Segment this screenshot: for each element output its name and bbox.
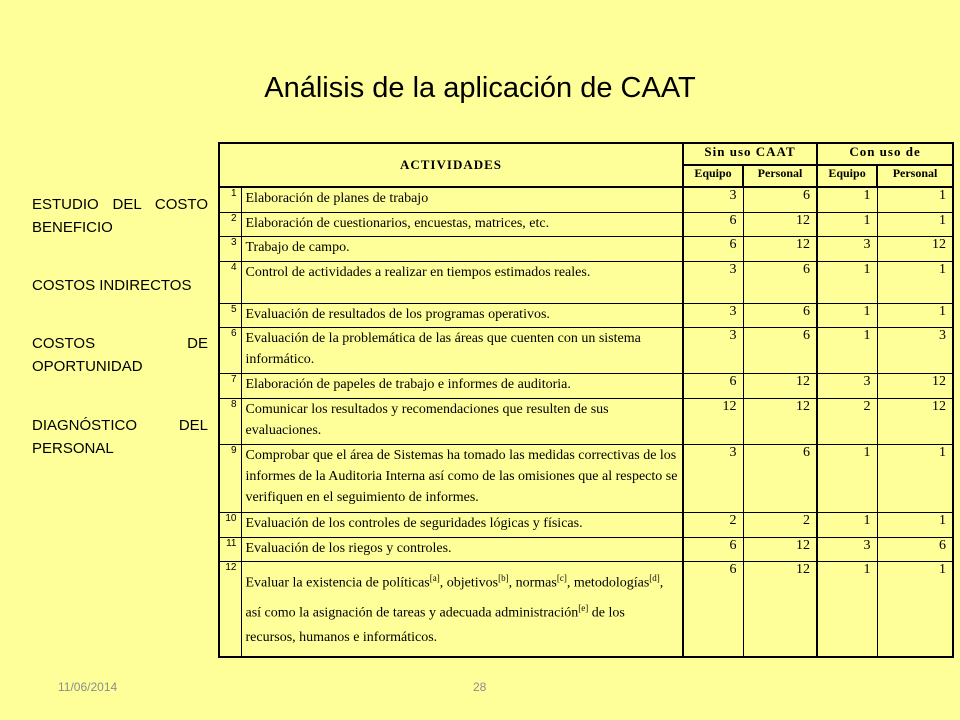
subheader-personal: Personal <box>743 165 817 187</box>
cell-without-personal: 12 <box>743 398 817 444</box>
table-row <box>219 328 953 374</box>
cell-without-personal: 12 <box>743 537 817 562</box>
side-label-line: DIAGNÓSTICO DEL <box>32 417 208 434</box>
cell-without-equipo: 3 <box>683 261 743 303</box>
footnote-ref: [a] <box>429 573 440 584</box>
cell-with-personal: 6 <box>877 537 953 562</box>
cell-without-personal: 6 <box>743 328 817 374</box>
footnote-ref: [d] <box>649 573 660 584</box>
cell-without-equipo: 6 <box>683 237 743 262</box>
cell-without-personal: 6 <box>743 444 817 512</box>
activity-text: de los recursos, humanos e informáticos. <box>245 605 625 645</box>
row-activity: Evaluación de los riegos y controles. <box>241 537 683 562</box>
cell-with-equipo: 1 <box>817 513 877 538</box>
side-label-line: OPORTUNIDAD <box>32 358 143 375</box>
cell-without-equipo: 6 <box>683 212 743 237</box>
side-label-indirect-costs <box>32 274 208 297</box>
row-number: 7 <box>219 374 241 399</box>
activity-text: , así como la asignación de tareas y adecuada administración <box>245 576 664 621</box>
cell-with-personal: 1 <box>877 261 953 303</box>
footnote-ref: [e] <box>578 603 589 614</box>
cell-without-personal: 12 <box>743 562 817 657</box>
cell-with-personal: 12 <box>877 374 953 399</box>
subheader-personal: Personal <box>877 165 953 187</box>
table-row <box>219 212 953 237</box>
cell-without-personal: 6 <box>743 187 817 212</box>
row-activity: Control de actividades a realizar en tiempos estimados reales. <box>241 261 683 303</box>
table-row <box>219 187 953 212</box>
group-header-with-caat: Con uso de <box>817 143 953 165</box>
side-label-personnel-diagnosis <box>32 414 208 460</box>
side-label-cost-benefit <box>32 193 208 239</box>
cell-with-personal: 1 <box>877 303 953 328</box>
side-label-line: BENEFICIO <box>32 219 113 236</box>
cell-without-personal: 6 <box>743 303 817 328</box>
row-number: 11 <box>219 537 241 562</box>
row-activity: Comunicar los resultados y recomendaciones que resulten de sus evaluaciones. <box>241 398 683 444</box>
cell-with-personal: 1 <box>877 444 953 512</box>
cell-with-equipo: 3 <box>817 374 877 399</box>
footer-date: 11/06/2014 <box>58 680 118 694</box>
cell-without-equipo: 3 <box>683 444 743 512</box>
cell-without-equipo: 6 <box>683 537 743 562</box>
cell-with-personal: 12 <box>877 398 953 444</box>
row-activity: Elaboración de papeles de trabajo e informes de auditoria. <box>241 374 683 399</box>
row-activity <box>241 562 683 657</box>
row-number: 6 <box>219 328 241 374</box>
row-activity: Comprobar que el área de Sistemas ha tomado las medidas correctivas de los informes de la Auditoria Interna así como de las omisiones que al respecto se verifiquen en el seguimiento de informes. <box>241 444 683 512</box>
cell-without-equipo: 6 <box>683 562 743 657</box>
side-label-line: ESTUDIO DEL COSTO <box>32 196 208 213</box>
cell-with-equipo: 1 <box>817 212 877 237</box>
subheader-equipo: Equipo <box>817 165 877 187</box>
row-activity: Evaluación de resultados de los programas operativos. <box>241 303 683 328</box>
activity-text: , objetivos <box>439 576 499 592</box>
cell-with-personal: 12 <box>877 237 953 262</box>
cell-without-personal: 12 <box>743 237 817 262</box>
cell-without-personal: 12 <box>743 212 817 237</box>
cell-with-equipo: 3 <box>817 237 877 262</box>
page-number: 28 <box>473 680 487 694</box>
cell-without-personal: 6 <box>743 261 817 303</box>
row-activity: Evaluación de los controles de seguridades lógicas y físicas. <box>241 513 683 538</box>
cell-with-equipo: 1 <box>817 562 877 657</box>
table-row <box>219 513 953 538</box>
cell-with-personal: 1 <box>877 562 953 657</box>
side-label-opportunity-costs <box>32 332 208 378</box>
table-row <box>219 537 953 562</box>
cell-with-personal: 1 <box>877 187 953 212</box>
side-label-line: COSTOS INDIRECTOS <box>32 277 192 294</box>
table-row <box>219 374 953 399</box>
table-row <box>219 303 953 328</box>
row-number: 12 <box>219 562 241 657</box>
row-activity: Elaboración de cuestionarios, encuestas, matrices, etc. <box>241 212 683 237</box>
row-number: 5 <box>219 303 241 328</box>
subheader-equipo: Equipo <box>683 165 743 187</box>
row-activity: Evaluación de la problemática de las áreas que cuenten con un sistema informático. <box>241 328 683 374</box>
cell-with-personal: 1 <box>877 513 953 538</box>
table-row <box>219 237 953 262</box>
activities-header: ACTIVIDADES <box>219 143 683 187</box>
cell-without-personal: 12 <box>743 374 817 399</box>
cell-with-equipo: 1 <box>817 303 877 328</box>
group-header-without-caat: Sin uso CAAT <box>683 143 817 165</box>
activity-text: , metodologías <box>566 576 650 592</box>
row-number: 8 <box>219 398 241 444</box>
table-row <box>219 398 953 444</box>
cell-without-equipo: 12 <box>683 398 743 444</box>
row-number: 9 <box>219 444 241 512</box>
cell-without-equipo: 2 <box>683 513 743 538</box>
cell-with-equipo: 2 <box>817 398 877 444</box>
row-activity: Elaboración de planes de trabajo <box>241 187 683 212</box>
cell-without-personal: 2 <box>743 513 817 538</box>
cell-with-equipo: 1 <box>817 328 877 374</box>
cell-without-equipo: 3 <box>683 328 743 374</box>
cell-with-equipo: 1 <box>817 187 877 212</box>
table-row <box>219 562 953 657</box>
side-label-line: COSTOS DE <box>32 335 208 352</box>
row-activity: Trabajo de campo. <box>241 237 683 262</box>
row-number: 4 <box>219 261 241 303</box>
table-row <box>219 444 953 512</box>
row-number: 2 <box>219 212 241 237</box>
table-row <box>219 261 953 303</box>
footnote-ref: [c] <box>556 573 567 584</box>
row-number: 1 <box>219 187 241 212</box>
activity-text: Evaluar la existencia de políticas <box>245 576 430 592</box>
cell-with-personal: 1 <box>877 212 953 237</box>
cell-without-equipo: 3 <box>683 187 743 212</box>
activity-text: , normas <box>508 576 557 592</box>
cell-with-personal: 3 <box>877 328 953 374</box>
row-number: 3 <box>219 237 241 262</box>
cell-without-equipo: 3 <box>683 303 743 328</box>
row-number: 10 <box>219 513 241 538</box>
side-label-line: PERSONAL <box>32 440 114 457</box>
cell-with-equipo: 1 <box>817 261 877 303</box>
slide-title: Análisis de la aplicación de CAAT <box>264 72 696 104</box>
cell-with-equipo: 3 <box>817 537 877 562</box>
cell-without-equipo: 6 <box>683 374 743 399</box>
activities-table <box>218 142 954 658</box>
footnote-ref: [b] <box>498 573 509 584</box>
cell-with-equipo: 1 <box>817 444 877 512</box>
